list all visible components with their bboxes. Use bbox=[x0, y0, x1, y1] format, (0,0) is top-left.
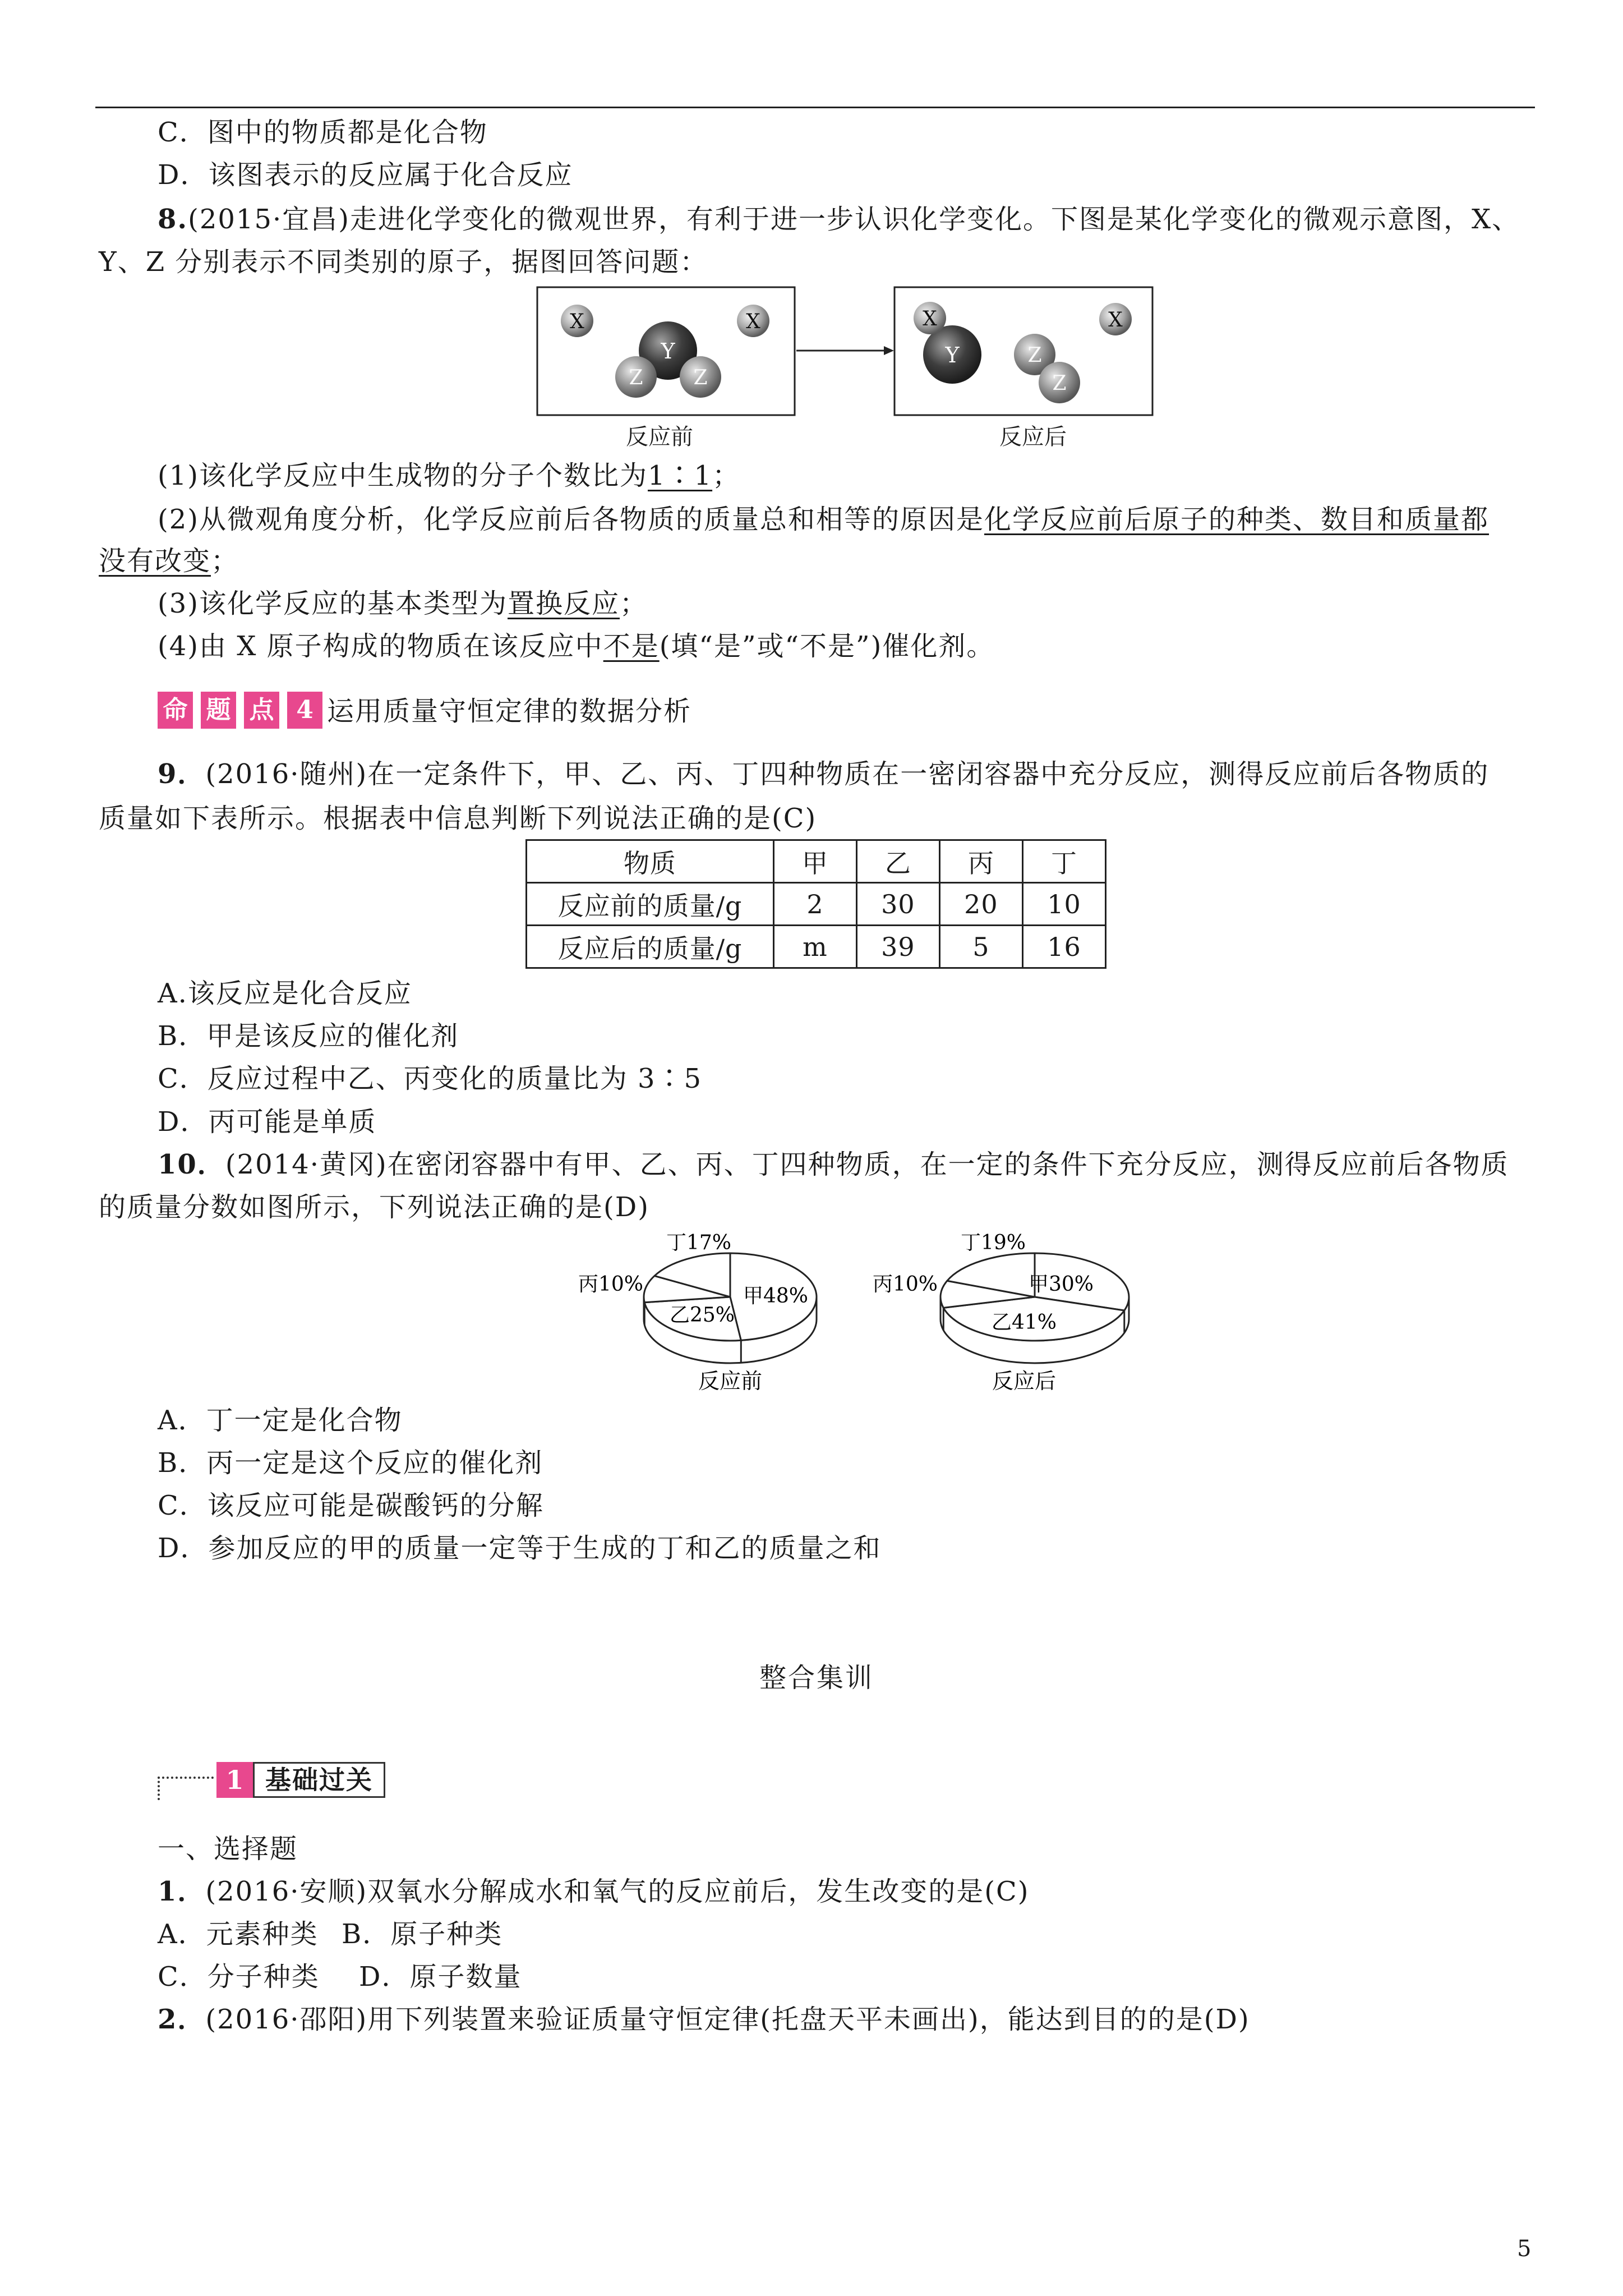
q8-sub4-prefix: (4)由 X 原子构成的物质在该反应中 bbox=[158, 631, 603, 662]
atom-z bbox=[615, 356, 657, 398]
table-cell: 20 bbox=[939, 883, 1022, 926]
table-row bbox=[527, 926, 1106, 968]
q8-sub1-answer: 1∶1 bbox=[648, 460, 713, 491]
q8-number: 8. bbox=[158, 204, 188, 235]
q9-stem-line1 bbox=[158, 758, 1489, 790]
pie-label: 乙41% bbox=[991, 1311, 1057, 1334]
q8-sub4-suffix: (填“是”或“不是”)催化剂。 bbox=[659, 631, 995, 662]
q9-stem-line2: 质量如下表所示。根据表中信息判断下列说法正确的是(C) bbox=[99, 803, 817, 834]
q8-sub2-line1 bbox=[158, 504, 1489, 535]
atom-x bbox=[1099, 303, 1132, 335]
q8-stem-line2: Y、Z 分别表示不同类别的原子，据图回答问题： bbox=[99, 246, 708, 278]
q1-option-c: C．分子种类 bbox=[158, 1961, 320, 1993]
atom-x-label: X bbox=[570, 310, 584, 333]
q9-option-b: B．甲是该反应的催化剂 bbox=[158, 1020, 459, 1052]
atom-z-label: Z bbox=[693, 366, 708, 389]
table-cell: 反应后的质量/g bbox=[527, 926, 774, 968]
q8-sub4-answer: 不是 bbox=[603, 631, 660, 662]
q8-sub4 bbox=[158, 631, 994, 662]
atom-x-label: X bbox=[1108, 309, 1123, 332]
pie-label: 丙10% bbox=[872, 1273, 938, 1296]
q9-option-d: D．丙可能是单质 bbox=[158, 1106, 377, 1138]
table-cell: 30 bbox=[856, 883, 939, 926]
q8-sub3-answer: 置换反应 bbox=[508, 588, 620, 619]
pie-chart-after bbox=[940, 1253, 1129, 1363]
q8-sub3-suffix: ； bbox=[620, 588, 648, 619]
q10-stem-text: (2014·黄冈)在密闭容器中有甲、乙、丙、丁四种物质，在一定的条件下充分反应，测得反应前后各物质 bbox=[225, 1149, 1509, 1180]
pie-title: 反应后 bbox=[992, 1369, 1057, 1393]
table-header-cell: 丁 bbox=[1022, 840, 1105, 883]
pie-label: 丙10% bbox=[578, 1273, 644, 1296]
header-rule bbox=[95, 107, 1535, 108]
atom-z-label: Z bbox=[629, 366, 643, 389]
q10-option-b: B．丙一定是这个反应的催化剂 bbox=[158, 1447, 543, 1479]
q1-option-b: B．原子种类 bbox=[342, 1918, 503, 1950]
q10-option-c: C．该反应可能是碳酸钙的分解 bbox=[158, 1490, 544, 1521]
mass-table bbox=[525, 839, 1106, 969]
q2-stem-text: (2016·邵阳)用下列装置来验证质量守恒定律(托盘天平未画出)，能达到目的的是(D) bbox=[205, 2004, 1250, 2035]
reaction-diagram bbox=[527, 280, 1166, 460]
atom-z-label: Z bbox=[1052, 372, 1067, 395]
part-heading: 一、选择题 bbox=[158, 1833, 298, 1865]
q8-sub2-suffix: ； bbox=[211, 545, 239, 577]
q9-number: 9． bbox=[158, 758, 206, 790]
table-header-cell: 乙 bbox=[856, 840, 939, 883]
table-header-cell: 丙 bbox=[939, 840, 1022, 883]
q8-sub1-suffix: ； bbox=[712, 460, 741, 491]
q10-stem-line1 bbox=[158, 1149, 1509, 1180]
topic-badge bbox=[158, 692, 322, 729]
q1-option-d: D．原子数量 bbox=[359, 1961, 522, 1993]
q8-sub2-answer-line1: 化学反应前后原子的种类、数目和质量都 bbox=[984, 504, 1490, 535]
prev-option-c: C．图中的物质都是化合物 bbox=[158, 117, 488, 148]
table-header-cell: 甲 bbox=[774, 840, 857, 883]
pie-title: 反应前 bbox=[698, 1369, 763, 1393]
q8-stem-line1 bbox=[158, 204, 1520, 235]
pie-label: 乙25% bbox=[669, 1304, 735, 1327]
table-row bbox=[527, 883, 1106, 926]
q8-stem-text: (2015·宜昌)走进化学变化的微观世界，有利于进一步认识化学变化。下图是某化学变化的微观示意图，X、 bbox=[188, 204, 1520, 235]
topic-badge-char: 点 bbox=[244, 692, 279, 729]
q1-number: 1． bbox=[158, 1876, 206, 1907]
before-reaction-label: 反应前 bbox=[626, 424, 693, 450]
level-badge-title: 基础过关 bbox=[253, 1762, 385, 1798]
atom-y-label: Y bbox=[661, 339, 675, 364]
pie-charts bbox=[561, 1223, 1178, 1402]
table-cell: 5 bbox=[939, 926, 1022, 968]
reaction-arrowhead bbox=[884, 346, 894, 355]
table-cell: 16 bbox=[1022, 926, 1105, 968]
table-cell: 反应前的质量/g bbox=[527, 883, 774, 926]
q9-option-c: C．反应过程中乙、丙变化的质量比为 3∶5 bbox=[158, 1063, 703, 1094]
q8-sub2-line2 bbox=[99, 545, 239, 577]
atom-z-label: Z bbox=[1027, 344, 1042, 367]
atom-y-label: Y bbox=[945, 343, 960, 367]
section-title: 整合集训 bbox=[759, 1662, 874, 1694]
atom-z bbox=[1039, 362, 1080, 403]
after-reaction-label: 反应后 bbox=[999, 424, 1067, 450]
topic-badge-number: 4 bbox=[287, 692, 322, 729]
q2-number: 2． bbox=[158, 2004, 206, 2035]
q1-option-a: A．元素种类 bbox=[158, 1918, 319, 1950]
q8-sub3-prefix: (3)该化学反应的基本类型为 bbox=[158, 588, 508, 619]
atom-x bbox=[561, 305, 593, 337]
table-cell: 39 bbox=[856, 926, 939, 968]
table-header-cell: 物质 bbox=[527, 840, 774, 883]
topic-badge-char: 命 bbox=[158, 692, 193, 729]
atom-z bbox=[680, 356, 721, 398]
q8-sub2-prefix: (2)从微观角度分析，化学反应前后各物质的质量总和相等的原因是 bbox=[158, 504, 984, 535]
q8-sub1 bbox=[158, 460, 740, 491]
pie-label: 甲48% bbox=[743, 1285, 809, 1308]
q10-option-d: D．参加反应的甲的质量一定等于生成的丁和乙的质量之和 bbox=[158, 1533, 882, 1564]
q9-option-a: A.该反应是化合反应 bbox=[158, 978, 412, 1009]
q2-stem bbox=[158, 2004, 1250, 2035]
table-cell: m bbox=[774, 926, 857, 968]
table-header-row bbox=[527, 840, 1106, 883]
q9-stem-text: (2016·随州)在一定条件下，甲、乙、丙、丁四种物质在一密闭容器中充分反应，测得反应前后各物质的 bbox=[205, 758, 1490, 790]
pie-label: 甲30% bbox=[1028, 1273, 1094, 1296]
prev-option-d: D．该图表示的反应属于化合反应 bbox=[158, 159, 573, 191]
level-badge-number: 1 bbox=[216, 1762, 253, 1798]
topic-badge-char: 题 bbox=[201, 692, 236, 729]
q1-stem bbox=[158, 1876, 1029, 1907]
level-badge-dotted-line bbox=[158, 1777, 214, 1779]
table-cell: 2 bbox=[774, 883, 857, 926]
table-cell: 10 bbox=[1022, 883, 1105, 926]
page-number: 5 bbox=[1517, 2236, 1532, 2262]
atom-x bbox=[737, 305, 769, 337]
q10-stem-line2: 的质量分数如图所示，下列说法正确的是(D) bbox=[99, 1191, 649, 1223]
q8-sub1-prefix: (1)该化学反应中生成物的分子个数比为 bbox=[158, 460, 648, 491]
q8-sub2-answer-line2: 没有改变 bbox=[99, 545, 211, 577]
q1-stem-text: (2016·安顺)双氧水分解成水和氧气的反应前后，发生改变的是(C) bbox=[205, 1876, 1030, 1907]
topic-title: 运用质量守恒定律的数据分析 bbox=[327, 696, 692, 727]
q8-sub3 bbox=[158, 588, 648, 619]
atom-x bbox=[914, 302, 946, 334]
pie-label: 丁19% bbox=[960, 1231, 1026, 1254]
level-badge-dotted-line bbox=[158, 1777, 160, 1800]
q10-option-a: A．丁一定是化合物 bbox=[158, 1405, 403, 1436]
q10-number: 10． bbox=[158, 1149, 225, 1180]
pie-label: 丁17% bbox=[666, 1231, 732, 1254]
atom-x-label: X bbox=[746, 310, 760, 333]
atom-x-label: X bbox=[923, 307, 937, 330]
